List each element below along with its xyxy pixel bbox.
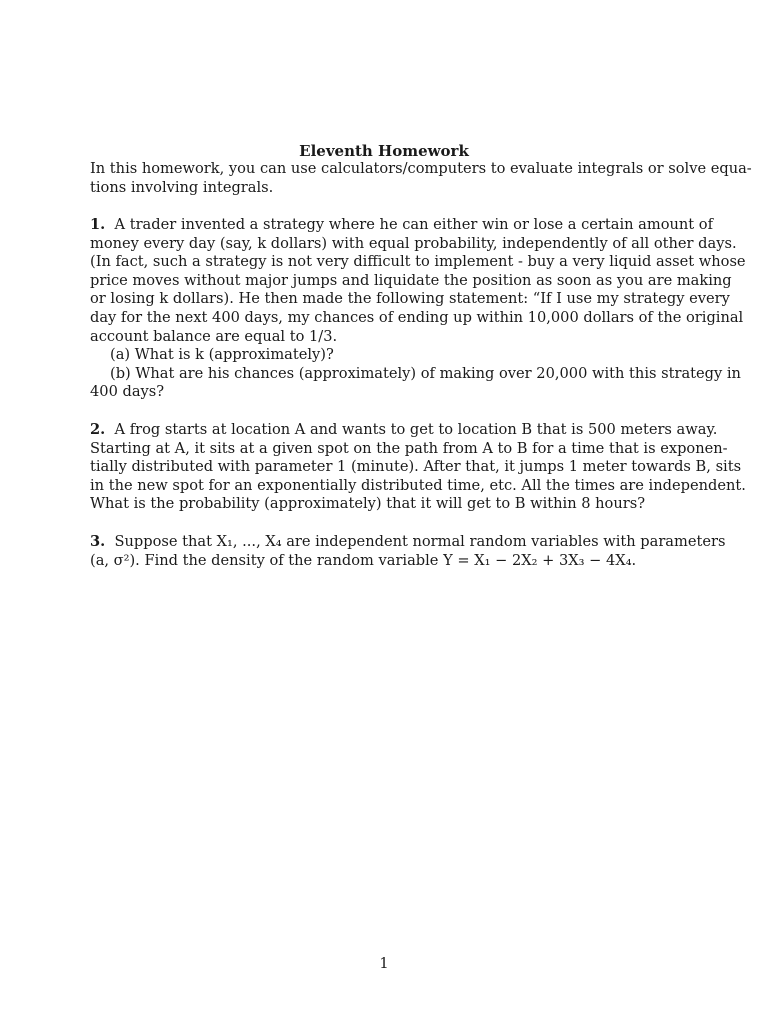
problem-text: Suppose that X₁, ..., X₄ are independent normal random variables with parameters [114, 533, 726, 550]
problem-line: account balance are equal to 1/3. [90, 327, 338, 345]
page-title: Eleventh Homework [299, 142, 469, 160]
intro-paragraph [90, 160, 752, 197]
page-number: 1 [379, 955, 389, 972]
problem-line: in the new spot for an exponentially distributed time, etc. All the times are independent. [90, 476, 746, 494]
problem-line: or losing k dollars). He then made the following statement: “If I use my strategy every [90, 290, 730, 308]
problem-line: Starting at A, it sits at a given spot on the path from A to B for a time that is exponen- [90, 439, 728, 457]
problem-line: money every day (say, k dollars) with equal probability, independently of all other days. [90, 234, 737, 252]
problem-2 [90, 421, 746, 514]
problem-line: 400 days? [90, 383, 165, 401]
problem-line [90, 533, 726, 552]
intro-line: tions involving integrals. [90, 178, 274, 196]
problem-number: 2. [90, 421, 106, 438]
sub-question-a: (a) What is k (approximately)? [110, 346, 334, 364]
problem-line [90, 216, 713, 235]
problem-number: 1. [90, 216, 106, 233]
problem-number: 3. [90, 533, 106, 550]
problem-line: day for the next 400 days, my chances of ending up within 10,000 dollars of the original [90, 308, 744, 326]
problem-line: What is the probability (approximately) that it will get to B within 8 hours? [90, 495, 646, 513]
problem-line: (a, σ²). Find the density of the random variable Y = X₁ − 2X₂ + 3X₃ − 4X₄. [90, 551, 637, 569]
problem-line: tially distributed with parameter 1 (minute). After that, it jumps 1 meter towards B, sits [90, 458, 742, 476]
intro-line: In this homework, you can use calculators/computers to evaluate integrals or solve equa- [90, 160, 752, 177]
problem-text: A frog starts at location A and wants to get to location B that is 500 meters away. [114, 421, 718, 438]
problem-text: A trader invented a strategy where he can either win or lose a certain amount of [114, 216, 713, 233]
problem-3 [90, 533, 726, 570]
problem-line: price moves without major jumps and liquidate the position as soon as you are making [90, 271, 732, 289]
problem-1 [90, 216, 746, 402]
problem-line: (In fact, such a strategy is not very difficult to implement - buy a very liquid asset whose [90, 253, 746, 271]
problem-line [90, 421, 718, 440]
sub-question-b: (b) What are his chances (approximately) of making over 20,000 with this strategy in [110, 364, 741, 382]
